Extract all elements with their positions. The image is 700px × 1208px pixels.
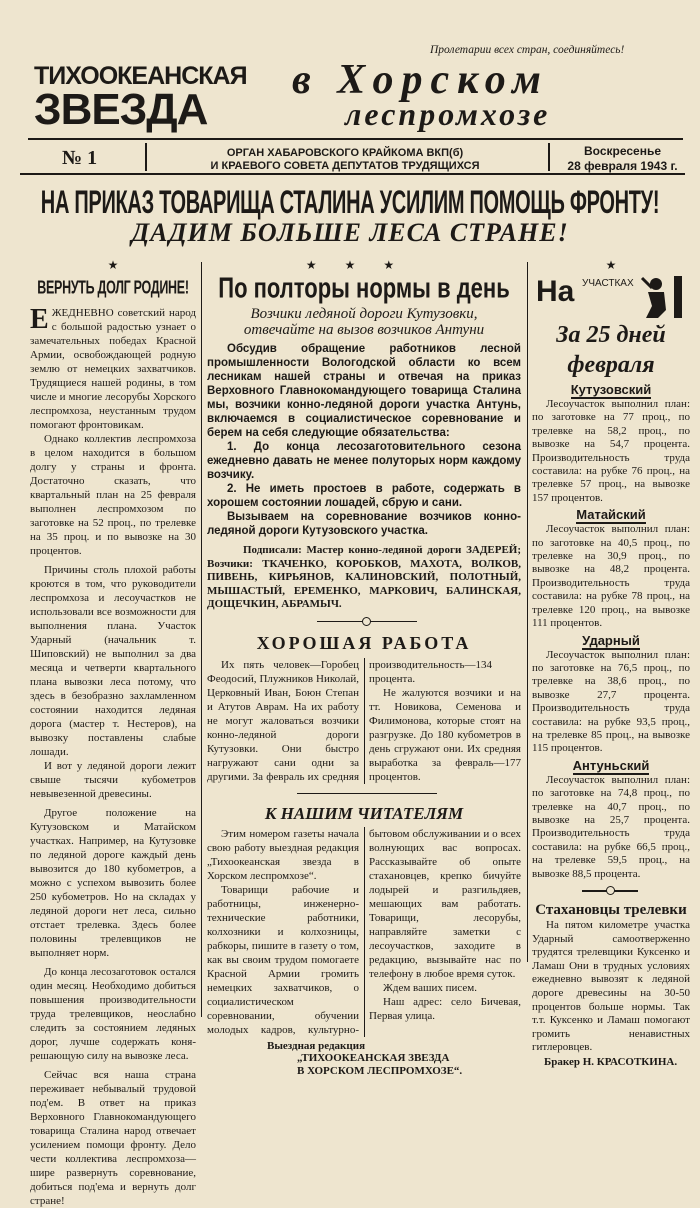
paragraph: Товарищи рабочие и работницы, инженерно-технические работники, колхозники и колхозницы, рабкоры, пишите в газету о том, как вы своим трудом помогаете Красной Армии громить немецких захватчиков, о социалистическом соревновании, обучении молодых кадров, культурно-бытовом обслуживании и о всех волнующих вас вопросах. Рассказывайте об опыте стахановцев, крепко бичуйте лодырей и разгильдяев, мешающих вам работать. Товарищи, лесорубы, направляйте заметки с лесоучастков, заходите в редакцию, вызывайте нас по телефону в любое время суток. <box>207 827 521 1036</box>
right-title-line: За 25 дней <box>556 322 666 348</box>
lumberjack-icon <box>638 272 688 318</box>
stakhanovites-title: Стахановцы трелевки <box>535 902 687 918</box>
site-heading <box>532 758 690 774</box>
paragraph: Ждем ваших писем. <box>383 981 477 994</box>
paragraph: ЖЕДНЕВНО советский народ с большой радостью узнает о замечательных победах Красной Армии, освобождающей родную землю от немецких захватчиков. Трудящиеся нашей родины, в том числе и многие лесорубы Хорского леспромхоза, неустанным трудом помогают фронтовикам. <box>30 307 196 431</box>
main-article-title: По полторы нормы в день <box>218 271 510 304</box>
subtitle-line: отвечайте на вызов возчиков Антуни <box>243 322 485 338</box>
site-reports <box>532 382 690 881</box>
site-report <box>532 774 690 881</box>
middle-column <box>207 258 521 1077</box>
main-article-subtitle <box>207 306 521 338</box>
site-name: Матайский <box>576 507 646 523</box>
paragraph: Однако коллектив леспромхоза в целом находится в большом долгу у страны и фронта. Достаточно сказать, что квартальный план на 25 февраля выполнен леспромхозом по заготовке на 52 проц., по трелевке на 35 проц. и по вывозке на 30 процентов. <box>30 433 196 557</box>
drop-cap: Е <box>30 304 49 335</box>
edition-title-line1: в Хорском <box>292 57 549 103</box>
readers-body <box>207 827 521 1037</box>
newspaper-title-line2: ЗВЕЗДА <box>34 85 208 134</box>
paragraph: Их пять человек—Горобец Феодосий, Плужников Николай, Церковный Иван, Боюн Степан и Атутов Аврам. На их работу не могут жаловаться возчики конно-ледяной дороги Кутузовки. Они быстро нагружают сани одни за другими. За февраль их средняя производительность—134 процента. <box>207 658 492 783</box>
paragraph: Другое положение на Кутузовском и Матайском участках. Например, на Кутузовке по ледяной дороге каждый день вывозится до 180 кубометров, а можно с успехом вывозить более 250 кубометров. Но на складах у ледяной дороги нет леса, сильно отстает трелевка. Здесь более половины трелевщиков не выполняет норм. <box>30 807 196 959</box>
right-title <box>532 320 690 380</box>
right-title-line: февраля <box>567 352 655 378</box>
site-name: Антуньский <box>572 757 650 773</box>
issue-date <box>555 144 690 174</box>
motto: Пролетарии всех стран, соединяйтесь! <box>430 44 625 56</box>
site-name: Кутузовский <box>570 382 652 397</box>
paragraph: Обсудив обращение работников лесной промышленности Вологодской области ко всем лесникам нашей страны и отвечая на приказ Верховного Главнокомандующего товарища Сталина мы, возчики конно-ледяной дороги участка Антунь, включаемся в социалистическое соревнование и берем на себя следующие обязательства: <box>207 343 521 439</box>
paragraph: И вот у ледяной дороги лежит свыше тысячи кубометров невывезенной древесины. <box>30 760 196 800</box>
paragraph: Лесоучасток выполнил план: по заготовке на 77 проц., по трелевке на 58,2 проц., по вывозке на 54,7 процента. Производительность труда составила: на рубке 76 проц., на трелевке 57 проц., на вывозке 157 процентов. <box>532 398 690 504</box>
site-report <box>532 523 690 630</box>
newspaper-title-line1: ТИХООКЕАНСКАЯ <box>34 62 247 90</box>
organ-text <box>150 147 540 173</box>
signature-line: „ТИХООКЕАНСКАЯ ЗВЕЗДА <box>297 1052 450 1064</box>
divider-line <box>297 793 437 795</box>
stakhanovites-body <box>532 919 690 1055</box>
masthead-separator <box>548 143 550 171</box>
paragraph: Вызываем на соревнование возчиков конно-ледяной дороги Кутузовского участка. <box>207 511 521 537</box>
left-article-title: ВЕРНУТЬ ДОЛГ РОДИНЕ! <box>37 277 189 298</box>
paragraph: Причины столь плохой работы кроются в том, что руководители леспромхоза и лесоучастков не использовали все возможности для выполнения плана. Участок Ударный (начальник т. Шиповский) не выполнил за два месяца и четверти квартального плана вывозки леса потому, что здесь в безобразно захламленном состоянии находится ледяная дорога (мастер т. Нестеров), на вывозку поставлены слабые лошади. <box>30 564 196 758</box>
organ-line2: И КРАЕВОГО СОВЕТА ДЕПУТАТОВ ТРУДЯЩИХСЯ <box>210 160 480 172</box>
paragraph: 1. До конца лесозаготовительного сезона ежедневно давать не менее полуторых норм каждому возчику. <box>207 441 521 481</box>
signatures: Подписали: Мастер конно-ледяной дороги ЗАДЕРЕЙ; Возчики: ТКАЧЕНКО, КОРОБКОВ, МАХОТА, ВОЛКОВ, ПИВЕНЬ, КИРЬЯНОВ, КАЛИНОВСКИЙ, ПОЛОТНЫЙ, МЫШАСТЫЙ, ЕРЕМЕНКО, МАРКОВИЧ, БАЛИНСКАЯ, ДОЩЕЧКИН, АБРАМЫЧ. <box>207 544 521 610</box>
site-report <box>532 649 690 756</box>
date: 28 февраля 1943 г. <box>567 159 678 173</box>
paragraph: До конца лесозаготовок остался один месяц. Необходимо добиться повышения производительности труда трелевщиков, неослабно следить за состоянием ледяных дорог, лучше содержать коня-решающую силу на вывозке леса. <box>30 966 196 1062</box>
weekday: Воскресенье <box>583 144 661 158</box>
edition-title-line2: леспромхозе <box>345 96 551 132</box>
masthead-rule-bottom <box>20 173 685 175</box>
paragraph: Этим номером газеты начала свою работу выездная редакция „Тихоокеанская звезда в Хорском леспромхозе“. <box>207 827 359 882</box>
readers-signature <box>267 1040 521 1078</box>
stars-icon: ★★★ <box>305 258 423 272</box>
column-rule <box>201 262 202 1017</box>
paragraph: Лесоучасток выполнил план: по заготовке на 76,5 проц., по трелевке на 38,6 проц., по вывозке 27,7 процента. Производительность труда составила: на рубке 93,5 проц., на трелевке 85 проц., на вывозке 115 процентов. <box>532 648 690 755</box>
column-rule <box>527 262 528 962</box>
stakhanovites-author: Бракер Н. КРАСОТКИНА. <box>544 1055 678 1068</box>
site-heading <box>532 382 690 398</box>
paragraph: Наш адрес: село Бичевая, Первая улица. <box>369 995 521 1022</box>
divider <box>207 616 521 628</box>
good-work-title: ХОРОШАЯ РАБОТА <box>256 632 472 653</box>
paragraph: Не жалуются возчики и на тт. Новикова, Семенова и Филимонова, которые стоят на разгрузке. До 180 кубометров в день сгружают они. Их средняя выработка за февраль—177 процентов. <box>369 686 521 783</box>
star-icon: ★ <box>107 258 119 272</box>
divider-ornament <box>362 617 371 626</box>
paragraph: Лесоучасток выполнил план: по заготовке на 74,8 проц., по трелевке на 40,7 проц., по вывозке на 25,7 процента. Производительность труда составила: на рубке 66,5 проц., на трелевке 59,5 проц., на вывозке 88,5 процента. <box>532 773 690 880</box>
good-work-body <box>207 658 521 784</box>
readers-title: К НАШИМ ЧИТАТЕЛЯМ <box>264 803 464 823</box>
site-report <box>532 398 690 505</box>
signature-line: Выездная редакция <box>267 1039 366 1052</box>
right-column <box>532 258 690 1069</box>
left-article-body <box>30 306 196 1208</box>
paragraph: Сейчас вся наша страна переживает небывалый трудовой под'ем. В ответ на приказ Верховного Главнокомандующего товарища Сталина народ отвечает усилением помощи фронту. Дело чести коллектива леспромхоза—шире развернуть соревнование, добиться под'ема и вернуть долг стране! <box>30 1069 196 1207</box>
divider <box>532 885 690 897</box>
main-article-body <box>207 342 521 538</box>
banner-small: УЧАСТКАХ <box>582 278 634 289</box>
paragraph: Лесоучасток выполнил план: по заготовке на 40,5 проц., по трелевке на 30,9 проц., по вывозке на 48,2 процента. Производительность труда составила: на рубке 78 проц., на трелевке 120 проц., на вывозке 111 процентов. <box>532 523 690 630</box>
site-heading <box>532 633 690 649</box>
paragraph: На пятом километре участка Ударный самоотверженно трудятся трелевщики Куксенко и Ламаш Они в трудных условиях ежедневно вывозят к ледяной дороге древесины на 30-50 процентов больше нормы. Так т.т. Куксенко и Ламаш помогают громить ненавистных гитлеровцев. <box>532 919 690 1054</box>
site-name: Ударный <box>582 632 640 648</box>
banner-big: На <box>536 275 575 308</box>
site-heading <box>532 507 690 523</box>
divider-ornament <box>606 886 615 895</box>
sub-headline: ДАДИМ БОЛЬШЕ ЛЕСА СТРАНЕ! <box>131 218 569 247</box>
masthead-separator <box>145 143 147 171</box>
subtitle-line: Возчики ледяной дороги Кутузовки, <box>250 306 478 322</box>
masthead-rule-top <box>28 138 683 140</box>
issue-number: № 1 <box>62 147 98 169</box>
main-headline: НА ПРИКАЗ ТОВАРИЩА СТАЛИНА УСИЛИМ ПОМОЩЬ ФРОНТУ! <box>40 186 660 222</box>
divider <box>207 788 521 800</box>
left-column <box>30 258 196 1208</box>
organ-line1: ОРГАН ХАБАРОВСКОГО КРАЙКОМА ВКП(б) <box>226 147 464 159</box>
star-icon: ★ <box>605 258 617 272</box>
paragraph: 2. Не иметь простоев в работе, содержать в хорошем состоянии лошадей, сбрую и сани. <box>207 483 521 509</box>
signature-line: В ХОРСКОМ ЛЕСПРОМХОЗЕ“. <box>297 1064 463 1077</box>
on-sites-banner <box>532 272 690 320</box>
